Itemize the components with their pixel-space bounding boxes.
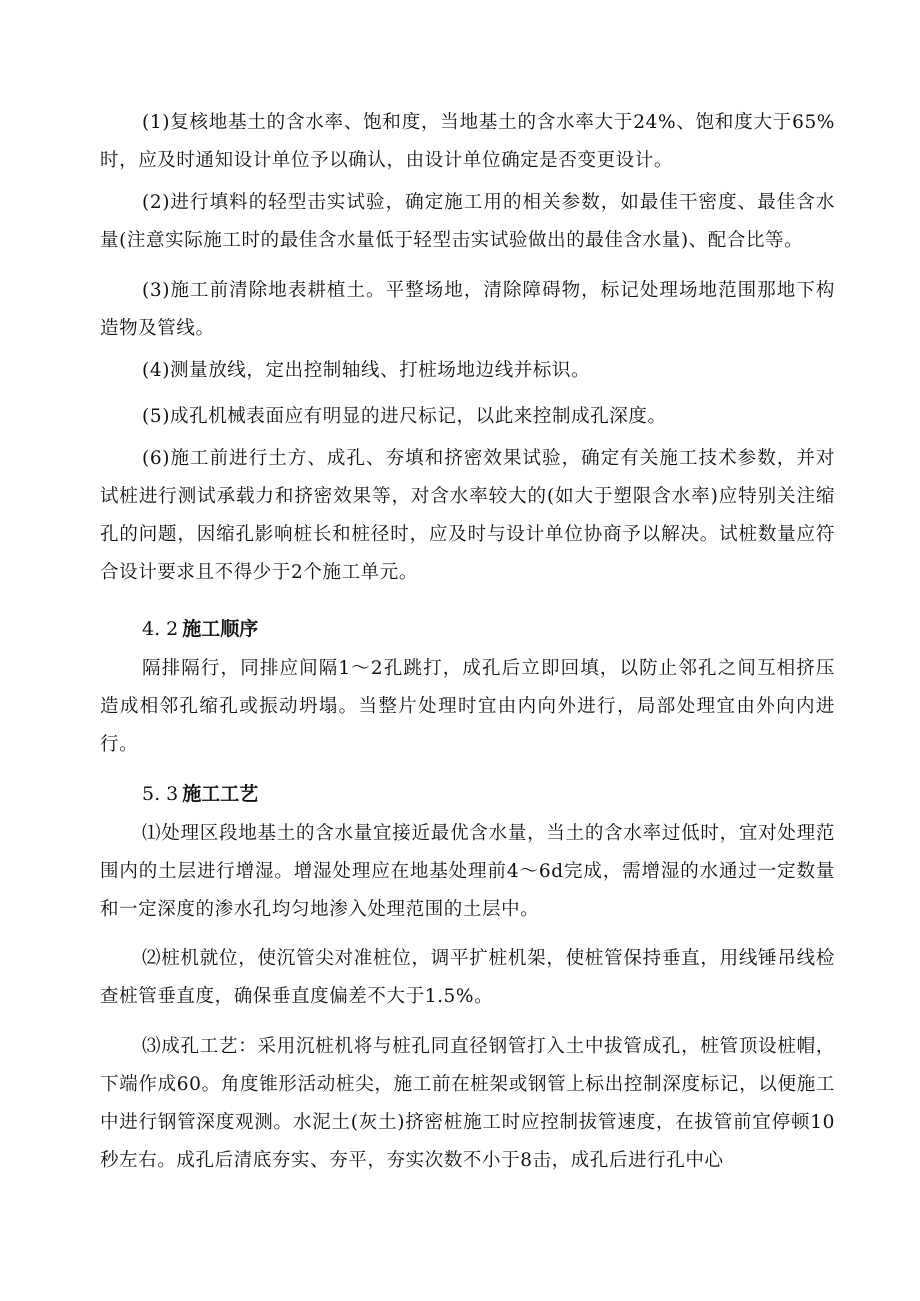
section-number: 5. 3 [142,783,179,805]
paragraph-item-1: (1)复核地基土的含水率、饱和度，当地基土的含水率大于24%、饱和度大于65%时，应及时通知设计单位予以确认，由设计单位确定是否变更设计。 [100,112,835,171]
section-title: 施工顺序 [182,618,259,640]
paragraph-item-3: (3)施工前清除地表耕植土。平整场地，清除障碍物，标记处理场地范围那地下构造物及管线。 [100,280,835,339]
section-number: 4. 2 [142,618,179,640]
paragraph-item-2: (2)进行填料的轻型击实试验，确定施工用的相关参数，如最佳干密度、最佳含水量(注意实际施工时的最佳含水量低于轻型击实试验做出的最佳含水量)、配合比等。 [100,192,835,251]
paragraph-item-4: (4)测量放线，定出控制轴线、打桩场地边线并标识。 [142,360,591,381]
paragraph-item-6: (6)施工前进行土方、成孔、夯填和挤密效果试验，确定有关施工技术参数，并对试桩进行测试承载力和挤密效果等，对含水率较大的(如大于塑限含水率)应特别关注缩孔的问题，因缩孔影响桩长和桩径时，应及时与设计单位协商予以解决。试桩数量应符合设计要求且不得少于2个施工单元。 [100,448,835,583]
section-title: 施工工艺 [182,783,259,805]
section-heading-4-2 [142,610,258,648]
section-heading-5-3 [142,775,258,813]
section-5-3-paragraph-2: ⑵桩机就位，使沉管尖对准桩位，调平扩桩机架，使桩管保持垂直，用线锤吊线检查桩管垂直度，确保垂直度偏差不大于1.5%。 [100,948,835,1007]
section-4-2-paragraph: 隔排隔行，同排应间隔1～2孔跳打，成孔后立即回填，以防止邻孔之间互相挤压造成相邻孔缩孔或振动坍塌。当整片处理时宜由内向外进行，局部处理宜由外向内进行。 [100,658,835,755]
section-5-3-paragraph-1: ⑴处理区段地基土的含水量宜接近最优含水量，当土的含水率过低时，宜对处理范围内的土层进行增湿。增湿处理应在地基处理前4～6d完成，需增湿的水通过一定数量和一定深度的渗水孔均匀地渗入处理范围的土层中。 [100,823,835,920]
section-5-3-paragraph-3: ⑶成孔工艺：采用沉桩机将与桩孔同直径钢管打入土中拔管成孔，桩管顶设桩帽，下端作成60。角度锥形活动桩尖，施工前在桩架或钢管上标出控制深度标记，以便施工中进行钢管深度观测。水泥土(灰土)挤密桩施工时应控制拔管速度，在拔管前宜停顿10秒左右。成孔后清底夯实、夯平，夯实次数不小于8击，成孔后进行孔中心 [100,1036,835,1171]
paragraph-item-5: (5)成孔机械表面应有明显的进尺标记，以此来控制成孔深度。 [142,406,667,427]
